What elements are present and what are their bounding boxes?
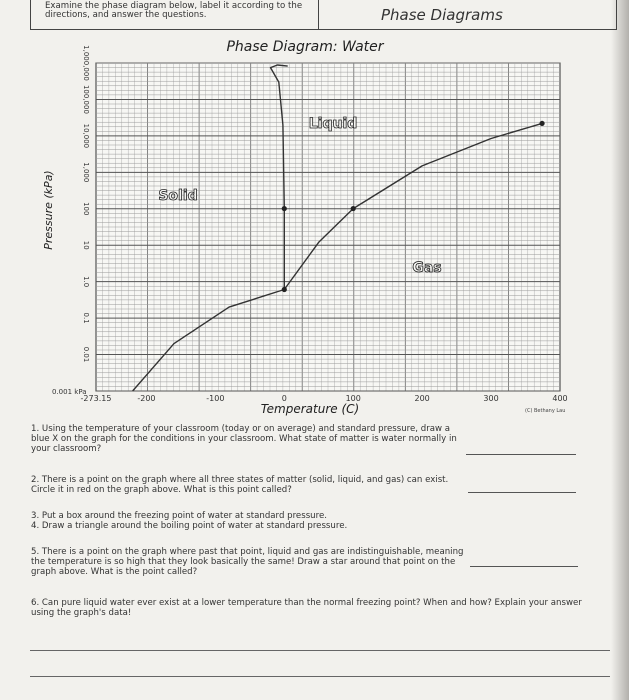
answer-line-1[interactable] [466, 454, 576, 455]
region-label: Gas [412, 260, 442, 276]
x-tick-label: 100 [345, 394, 361, 403]
x-tick-label: -200 [137, 394, 156, 403]
y-tick-label: 0.1 [82, 312, 90, 324]
x-axis-label: Temperature (C) [260, 402, 360, 416]
x-tick-label: -100 [206, 394, 225, 403]
answer-line-2[interactable] [468, 492, 576, 493]
region-label: Liquid [308, 116, 358, 132]
question-6: 6. Can pure liquid water ever exist at a lower temperature than the normal freezing point? When and how? Explain your answer using the graph's data! [31, 598, 582, 618]
y-tick-label: 100,000 [82, 84, 90, 114]
marked-point [282, 287, 287, 292]
chart-title: Phase Diagram: Water [226, 39, 384, 55]
answer-line-6a[interactable] [30, 650, 610, 651]
x-tick-label: 0 [281, 394, 287, 403]
marked-point [539, 121, 544, 126]
y-tick-label: 0.001 kPa [52, 388, 87, 396]
marked-point [282, 206, 287, 211]
question-4: 4. Draw a triangle around the boiling point of water at standard pressure. [31, 521, 348, 531]
y-tick-label: 1,000 [82, 162, 90, 183]
x-tick-label: 300 [483, 394, 499, 403]
y-tick-label: 0.01 [82, 346, 90, 363]
page-shadow [611, 0, 629, 700]
question-1: 1. Using the temperature of your classroom (today or on average) and standard pressure, draw a blue X on the graph for the conditions in your classroom. What state of matter is water normally in your classroom? [31, 424, 457, 454]
question-2: 2. There is a point on the graph where all three states of matter (solid, liquid, and gas) can exist. Circle it in red on the graph above. What is this point called? [31, 475, 449, 495]
instructions-text: Examine the phase diagram below, label it according to the directions, and answer the questions. [45, 1, 303, 20]
x-tick-label: 400 [552, 394, 568, 403]
answer-line-5[interactable] [470, 566, 578, 567]
answer-line-6b[interactable] [30, 676, 610, 677]
y-tick-label: 1,000,000 [82, 45, 90, 81]
y-tick-label: 10 [82, 240, 90, 250]
region-label: Solid [158, 188, 198, 204]
y-axis-label: Pressure (kPa) [42, 170, 55, 250]
y-tick-label: 100 [82, 202, 90, 216]
x-tick-label: -273.15 [80, 394, 112, 403]
question-3: 3. Put a box around the freezing point of water at standard pressure. [31, 511, 327, 521]
worksheet-title: Phase Diagrams [381, 6, 503, 24]
question-5: 5. There is a point on the graph where past that point, liquid and gas are indistinguishable, meaning the temperature is so high that they look basically the same! Draw a star around that point on the graph above. What is the point called? [31, 547, 464, 577]
marked-point [351, 206, 356, 211]
y-tick-label: 1.0 [82, 276, 90, 288]
copyright-text: (C) Bethany Lau [525, 408, 566, 414]
y-tick-label: 10,000 [82, 123, 90, 149]
x-tick-label: 200 [414, 394, 430, 403]
